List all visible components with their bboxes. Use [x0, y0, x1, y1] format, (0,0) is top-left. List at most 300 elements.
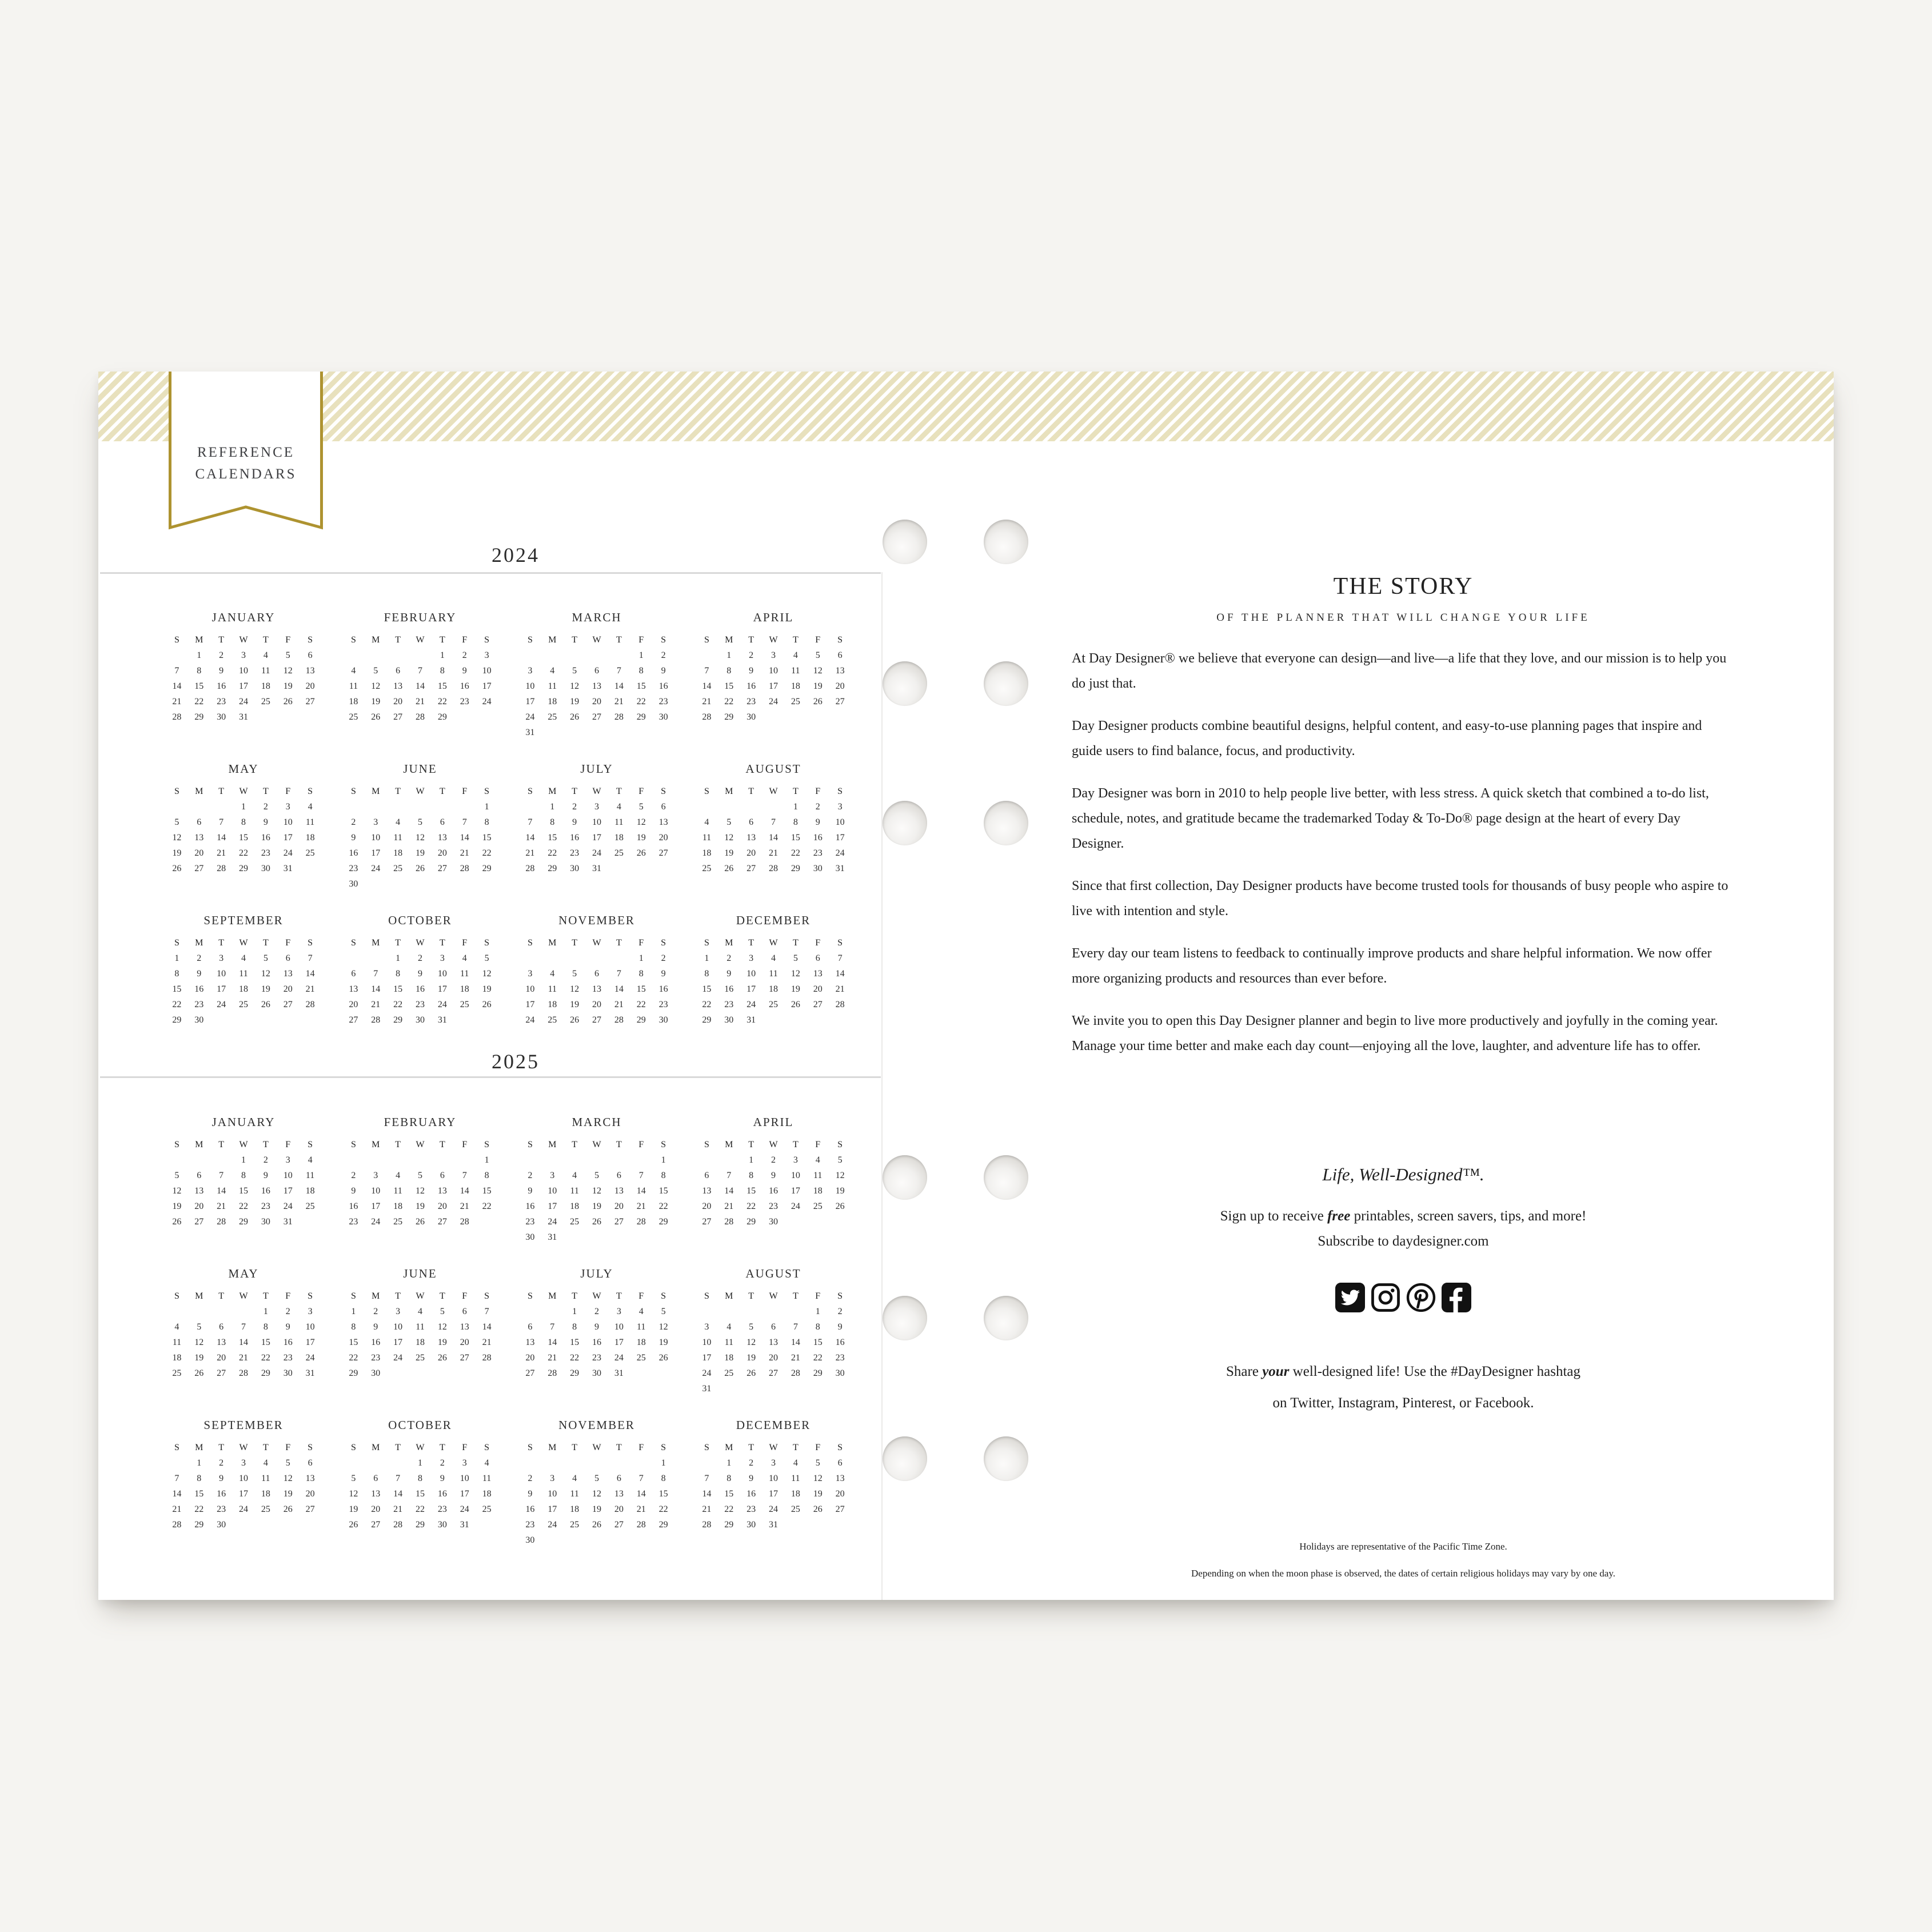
day-cell: 19: [592, 1504, 601, 1514]
day-cell: 5: [417, 1171, 422, 1180]
day-cell: 27: [614, 1520, 624, 1530]
weekday-header: M: [372, 787, 380, 796]
day-cell: 2: [594, 1307, 599, 1316]
month-title: DECEMBER: [736, 913, 811, 927]
day-cell: 17: [525, 1000, 535, 1009]
day-cell: 2: [219, 1458, 224, 1468]
weekday-header: T: [218, 787, 225, 796]
day-cell: 15: [393, 984, 403, 994]
day-cell: 31: [305, 1368, 315, 1378]
day-cell: 4: [793, 650, 798, 660]
empty-cell: [718, 799, 740, 815]
empty-cell: [519, 1152, 541, 1168]
day-cell: 22: [437, 697, 447, 706]
signup-block: [1072, 1204, 1735, 1254]
day-cell: 5: [594, 1171, 599, 1180]
day-cell: 18: [482, 1489, 492, 1499]
day-cell: 8: [417, 1474, 422, 1483]
day-cell: 8: [351, 1322, 356, 1332]
day-cell: 8: [440, 666, 445, 676]
day-cell: 4: [572, 1474, 577, 1483]
weekday-header: T: [395, 635, 401, 645]
day-cell: 8: [638, 666, 644, 676]
day-cell: 31: [747, 1015, 756, 1025]
day-cell: 27: [702, 1217, 712, 1227]
day-cell: 25: [460, 1000, 469, 1009]
day-cell: 28: [548, 1368, 557, 1378]
day-cell: 26: [813, 1504, 823, 1514]
day-cell: 7: [484, 1307, 489, 1316]
weekday-header: T: [748, 1291, 755, 1301]
day-cell: 24: [371, 864, 381, 873]
month-title: NOVEMBER: [558, 913, 635, 927]
month-grid: [342, 1137, 498, 1230]
day-cell: 24: [482, 697, 492, 706]
empty-cell: [541, 648, 564, 663]
day-cell: 17: [238, 1489, 248, 1499]
empty-cell: [763, 1304, 785, 1319]
weekday-header: S: [704, 1443, 709, 1452]
day-cell: 1: [197, 650, 202, 660]
day-cell: 14: [172, 681, 182, 691]
empty-cell: [718, 1152, 740, 1168]
weekday-header: T: [395, 1443, 401, 1452]
day-cell: 1: [263, 1307, 268, 1316]
day-cell: 18: [548, 1000, 557, 1009]
day-cell: 16: [658, 681, 668, 691]
day-cell: 14: [238, 1338, 248, 1347]
weekday-header: M: [548, 1291, 557, 1301]
empty-cell: [365, 799, 387, 815]
empty-cell: [188, 1304, 210, 1319]
day-cell: 6: [815, 953, 820, 963]
day-cell: 22: [349, 1353, 358, 1363]
day-cell: 14: [548, 1338, 557, 1347]
month-title: APRIL: [753, 1115, 794, 1129]
day-cell: 21: [614, 697, 624, 706]
empty-cell: [453, 799, 476, 815]
day-cell: 11: [724, 1338, 733, 1347]
day-cell: 12: [592, 1489, 601, 1499]
year-heading-2024: 2024: [492, 544, 540, 566]
day-cell: 7: [462, 817, 467, 827]
day-cell: 21: [460, 848, 469, 858]
empty-cell: [233, 1304, 255, 1319]
day-cell: 1: [749, 1155, 754, 1165]
day-cell: 5: [351, 1474, 356, 1483]
day-cell: 23: [768, 1201, 778, 1211]
day-cell: 9: [440, 1474, 445, 1483]
binder-hole: [984, 1155, 1028, 1200]
day-cell: 22: [482, 1201, 492, 1211]
day-cell: 26: [636, 848, 646, 858]
day-cell: 10: [238, 1474, 248, 1483]
day-cell: 15: [791, 833, 800, 843]
day-cell: 20: [437, 1201, 447, 1211]
day-cell: 13: [194, 833, 204, 843]
weekday-header: M: [548, 938, 557, 948]
day-cell: 26: [283, 1504, 293, 1514]
month-december: [696, 1415, 851, 1548]
day-cell: 21: [482, 1338, 492, 1347]
day-cell: 20: [194, 848, 204, 858]
day-cell: 21: [460, 1201, 469, 1211]
month-grid: [519, 784, 674, 876]
day-cell: 22: [747, 1201, 756, 1211]
weekday-header: M: [372, 1140, 380, 1149]
day-cell: 12: [747, 1338, 756, 1347]
day-cell: 3: [241, 1458, 246, 1468]
weekday-header: W: [239, 787, 248, 796]
day-cell: 8: [661, 1171, 666, 1180]
month-grid: [519, 632, 674, 740]
weekday-header: W: [592, 1291, 601, 1301]
day-cell: 22: [194, 1504, 204, 1514]
empty-cell: [453, 1152, 476, 1168]
day-cell: 22: [658, 1504, 668, 1514]
day-cell: 19: [570, 1000, 580, 1009]
day-cell: 18: [393, 1201, 403, 1211]
day-cell: 5: [594, 1474, 599, 1483]
day-cell: 17: [482, 681, 492, 691]
day-cell: 28: [636, 1217, 646, 1227]
day-cell: 2: [528, 1474, 533, 1483]
day-cell: 7: [219, 817, 224, 827]
day-cell: 17: [283, 1186, 293, 1196]
day-cell: 26: [437, 1353, 447, 1363]
day-cell: 25: [548, 1015, 557, 1025]
day-cell: 13: [592, 984, 601, 994]
month-title: JULY: [580, 762, 613, 776]
day-cell: 28: [702, 1520, 712, 1530]
day-cell: 13: [768, 1338, 778, 1347]
day-cell: 6: [704, 1171, 709, 1180]
day-cell: 23: [592, 1353, 601, 1363]
binder-hole: [883, 661, 927, 706]
day-cell: 1: [241, 1155, 246, 1165]
day-cell: 12: [371, 681, 381, 691]
day-cell: 16: [525, 1201, 535, 1211]
day-cell: 16: [415, 984, 425, 994]
day-cell: 29: [415, 1520, 425, 1530]
day-cell: 20: [194, 1201, 204, 1211]
day-cell: 3: [837, 802, 843, 812]
day-cell: 1: [174, 953, 179, 963]
day-cell: 23: [658, 1000, 668, 1009]
day-cell: 26: [172, 1217, 182, 1227]
day-cell: 25: [393, 864, 403, 873]
day-cell: 25: [702, 864, 712, 873]
day-cell: 26: [724, 864, 734, 873]
day-cell: 22: [791, 848, 800, 858]
day-cell: 9: [351, 1186, 356, 1196]
day-cell: 28: [217, 1217, 226, 1227]
day-cell: 1: [396, 953, 401, 963]
day-cell: 10: [768, 1474, 778, 1483]
day-cell: 1: [440, 650, 445, 660]
day-cell: 10: [393, 1322, 403, 1332]
day-cell: 22: [724, 697, 734, 706]
day-cell: 25: [791, 1504, 800, 1514]
day-cell: 28: [791, 1368, 800, 1378]
empty-cell: [166, 1304, 188, 1319]
day-cell: 14: [835, 969, 845, 979]
empty-cell: [166, 648, 188, 663]
story-header: [1072, 573, 1735, 624]
day-cell: 11: [570, 1186, 579, 1196]
day-cell: 3: [285, 1155, 290, 1165]
month-august: [696, 759, 851, 892]
empty-cell: [696, 1304, 718, 1319]
day-cell: 3: [373, 817, 378, 827]
weekday-header: S: [704, 635, 709, 645]
day-cell: 8: [793, 817, 798, 827]
day-cell: 30: [371, 1368, 381, 1378]
day-cell: 12: [172, 833, 182, 843]
weekday-header: T: [792, 787, 799, 796]
day-cell: 3: [462, 1458, 467, 1468]
month-september: [166, 1415, 321, 1548]
day-cell: 31: [437, 1015, 447, 1025]
month-september: [166, 910, 321, 1043]
day-cell: 20: [614, 1201, 624, 1211]
day-cell: 23: [658, 697, 668, 706]
month-title: AUGUST: [745, 762, 801, 776]
page-edge: [881, 572, 883, 1600]
day-cell: 5: [484, 953, 489, 963]
empty-cell: [166, 1152, 188, 1168]
month-april: [696, 1112, 851, 1245]
day-cell: 22: [636, 1000, 646, 1009]
day-cell: 20: [747, 848, 756, 858]
day-cell: 6: [837, 1458, 843, 1468]
day-cell: 14: [702, 681, 712, 691]
day-cell: 27: [592, 1015, 601, 1025]
weekday-header: W: [592, 1443, 601, 1452]
day-cell: 10: [835, 817, 845, 827]
day-cell: 9: [219, 666, 224, 676]
day-cell: 7: [373, 969, 378, 979]
day-cell: 1: [417, 1458, 422, 1468]
share-prefix: Share: [1226, 1364, 1263, 1379]
day-cell: 25: [238, 1000, 248, 1009]
day-cell: 15: [636, 681, 646, 691]
day-cell: 13: [217, 1338, 226, 1347]
day-cell: 1: [638, 650, 644, 660]
weekday-header: S: [350, 1291, 356, 1301]
day-cell: 6: [396, 666, 401, 676]
day-cell: 11: [349, 681, 358, 691]
day-cell: 28: [305, 1000, 315, 1009]
day-cell: 26: [371, 712, 381, 722]
month-title: SEPTEMBER: [203, 1418, 284, 1432]
day-cell: 31: [548, 1232, 557, 1242]
day-cell: 22: [261, 1353, 270, 1363]
weekday-header: W: [416, 635, 425, 645]
day-cell: 16: [835, 1338, 845, 1347]
day-cell: 16: [592, 1338, 601, 1347]
day-cell: 15: [194, 681, 204, 691]
day-cell: 19: [570, 697, 580, 706]
day-cell: 4: [241, 953, 246, 963]
binder-hole: [883, 1155, 927, 1200]
day-cell: 18: [548, 697, 557, 706]
weekday-header: T: [792, 938, 799, 948]
day-cell: 17: [791, 1186, 800, 1196]
month-title: FEBRUARY: [384, 1115, 457, 1129]
day-cell: 20: [592, 1000, 601, 1009]
month-october: [342, 910, 498, 1043]
day-cell: 17: [305, 1338, 315, 1347]
day-cell: 17: [283, 833, 293, 843]
weekday-header: F: [638, 1291, 644, 1301]
binder-hole: [984, 801, 1028, 845]
weekday-header: M: [195, 635, 203, 645]
day-cell: 6: [837, 650, 843, 660]
day-cell: 20: [305, 1489, 315, 1499]
day-cell: 6: [219, 1322, 224, 1332]
month-grid: [342, 784, 498, 892]
day-cell: 26: [592, 1520, 601, 1530]
day-cell: 20: [835, 1489, 845, 1499]
day-cell: 9: [749, 666, 754, 676]
share-block: [1072, 1356, 1735, 1419]
day-cell: 1: [550, 802, 555, 812]
weekday-header: F: [462, 787, 468, 796]
day-cell: 26: [261, 1000, 270, 1009]
day-cell: 23: [570, 848, 580, 858]
weekday-header: F: [285, 1291, 291, 1301]
weekday-header: T: [572, 635, 578, 645]
day-cell: 16: [261, 1186, 270, 1196]
day-cell: 27: [305, 1504, 315, 1514]
day-cell: 14: [636, 1489, 646, 1499]
weekday-header: W: [592, 938, 601, 948]
day-cell: 16: [813, 833, 823, 843]
weekday-header: S: [704, 938, 709, 948]
day-cell: 24: [217, 1000, 226, 1009]
day-cell: 12: [415, 1186, 425, 1196]
day-cell: 21: [636, 1201, 646, 1211]
day-cell: 17: [835, 833, 845, 843]
day-cell: 25: [305, 848, 315, 858]
day-cell: 19: [283, 681, 293, 691]
weekday-header: T: [218, 635, 225, 645]
day-cell: 23: [747, 1504, 756, 1514]
empty-cell: [342, 799, 365, 815]
day-cell: 23: [437, 1504, 447, 1514]
day-cell: 23: [349, 1217, 358, 1227]
day-cell: 11: [305, 1171, 315, 1180]
day-cell: 29: [238, 864, 248, 873]
day-cell: 10: [525, 681, 535, 691]
day-cell: 12: [636, 817, 646, 827]
day-cell: 18: [702, 848, 712, 858]
day-cell: 31: [460, 1520, 469, 1530]
day-cell: 9: [528, 1186, 533, 1196]
weekday-header: W: [592, 1140, 601, 1149]
month-april: [696, 607, 851, 740]
story-paragraph: Day Designer products combine beautiful designs, helpful content, and easy-to-use planning pages that inspire and guide users to find balance, focus, and productivity.: [1072, 718, 1702, 759]
day-cell: 21: [614, 1000, 624, 1009]
weekday-header: T: [572, 938, 578, 948]
day-cell: 31: [835, 864, 845, 873]
day-cell: 28: [393, 1520, 403, 1530]
day-cell: 20: [283, 984, 293, 994]
day-cell: 7: [638, 1171, 644, 1180]
day-cell: 7: [417, 666, 422, 676]
day-cell: 16: [217, 1489, 226, 1499]
day-cell: 10: [460, 1474, 469, 1483]
day-cell: 7: [462, 1171, 467, 1180]
weekday-header: S: [308, 1443, 313, 1452]
day-cell: 8: [727, 1474, 732, 1483]
empty-cell: [519, 1455, 541, 1471]
weekday-header: W: [769, 938, 778, 948]
day-cell: 10: [614, 1322, 624, 1332]
day-cell: 21: [217, 1201, 226, 1211]
weekday-header: F: [638, 635, 644, 645]
day-cell: 15: [482, 1186, 492, 1196]
day-cell: 2: [661, 650, 666, 660]
empty-cell: [188, 799, 210, 815]
day-cell: 8: [638, 969, 644, 979]
empty-cell: [387, 1455, 409, 1471]
weekday-header: T: [262, 1443, 269, 1452]
day-cell: 31: [592, 864, 601, 873]
day-cell: 22: [636, 697, 646, 706]
day-cell: 14: [460, 833, 469, 843]
day-cell: 9: [661, 969, 666, 979]
weekday-header: W: [239, 1140, 248, 1149]
day-cell: 17: [548, 1201, 557, 1211]
day-cell: 26: [658, 1353, 668, 1363]
instagram-icon: [1371, 1283, 1400, 1312]
day-cell: 17: [238, 681, 248, 691]
weekday-header: T: [218, 1140, 225, 1149]
binder-hole: [883, 520, 927, 564]
day-cell: 27: [525, 1368, 535, 1378]
weekday-header: T: [395, 1291, 401, 1301]
day-cell: 13: [614, 1489, 624, 1499]
day-cell: 18: [813, 1186, 823, 1196]
empty-cell: [564, 951, 586, 966]
day-cell: 19: [194, 1353, 204, 1363]
weekday-header: F: [285, 938, 291, 948]
empty-cell: [630, 1152, 652, 1168]
day-cell: 11: [769, 969, 778, 979]
day-cell: 11: [482, 1474, 492, 1483]
day-cell: 2: [263, 1155, 268, 1165]
month-june: [342, 759, 498, 892]
weekday-header: T: [218, 1443, 225, 1452]
day-cell: 15: [724, 1489, 734, 1499]
month-grid: [519, 935, 674, 1028]
day-cell: 28: [768, 864, 778, 873]
month-november: [519, 910, 674, 1043]
weekday-header: T: [262, 635, 269, 645]
day-cell: 11: [416, 1322, 425, 1332]
day-cell: 14: [482, 1322, 492, 1332]
empty-cell: [608, 648, 630, 663]
day-cell: 2: [440, 1458, 445, 1468]
day-cell: 1: [241, 802, 246, 812]
binder-hole: [984, 1296, 1028, 1340]
weekday-header: S: [704, 787, 709, 796]
weekday-header: S: [484, 938, 490, 948]
day-cell: 21: [791, 1353, 800, 1363]
empty-cell: [718, 1304, 740, 1319]
